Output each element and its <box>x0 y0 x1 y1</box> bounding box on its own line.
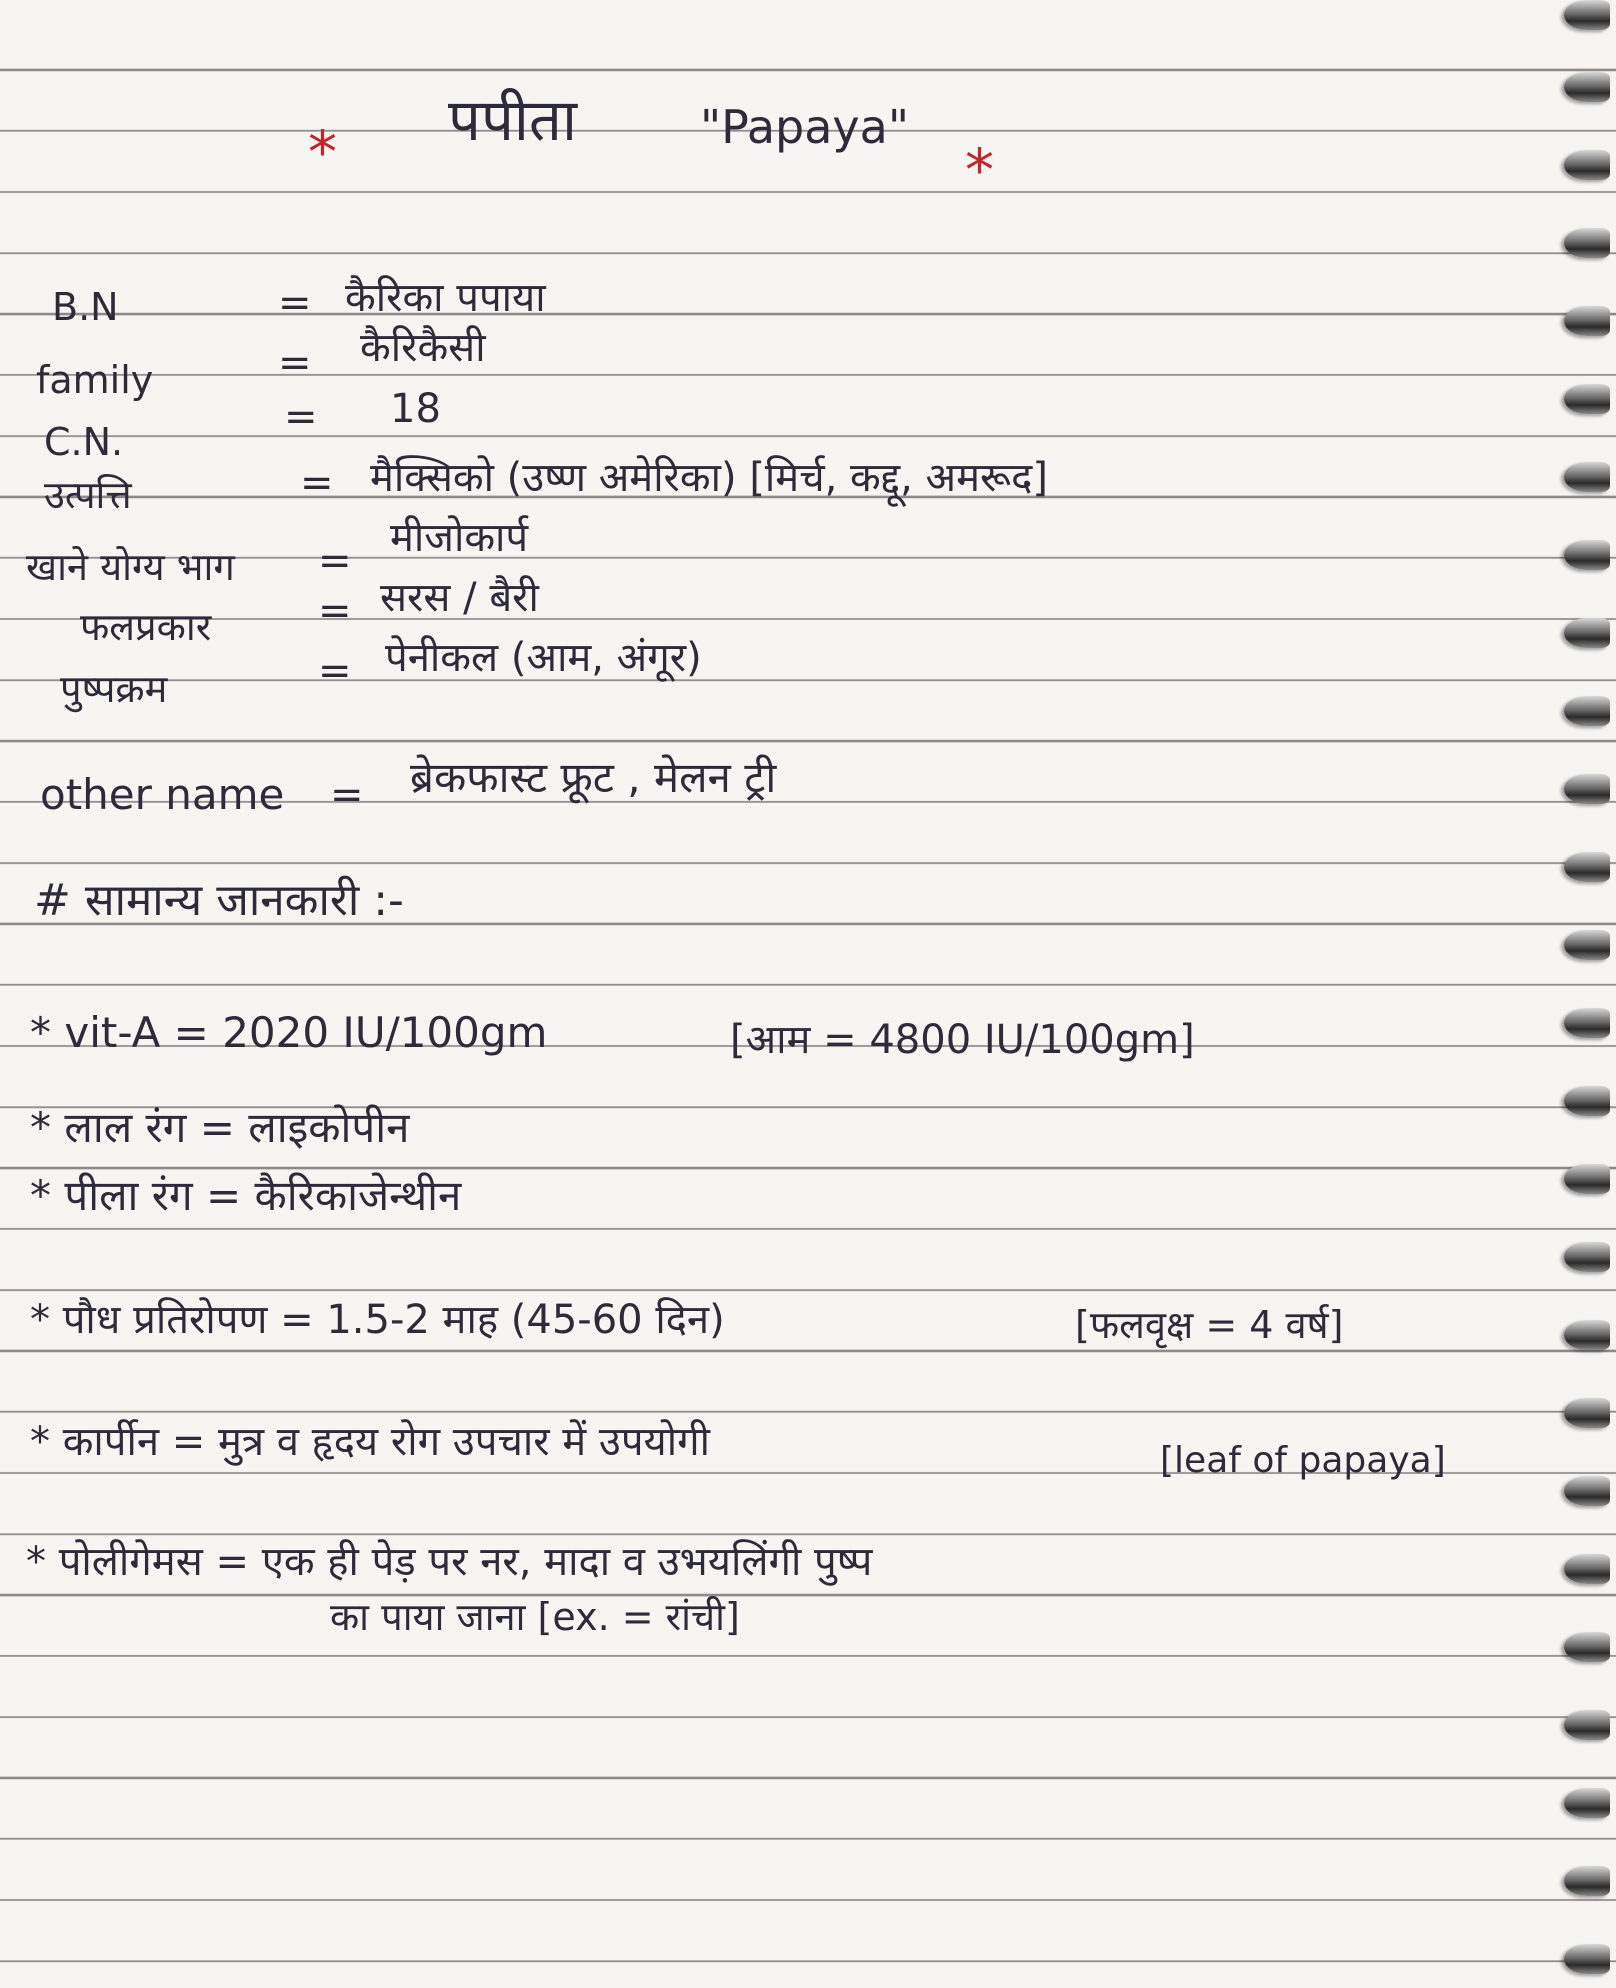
row-value-inflorescence: पेनीकल (आम, अंगूर) <box>385 635 702 681</box>
row-value-bn: कैरिका पपाया <box>345 275 546 321</box>
row-label-fruit-type: फलप्रकार <box>80 605 212 649</box>
note-carpaine-bracket: [leaf of papaya] <box>1160 1440 1446 1481</box>
note-red-colour: * लाल रंग = लाइकोपीन <box>30 1103 410 1152</box>
title-star-right: * <box>965 136 994 204</box>
row-label-origin: उत्पत्ति <box>44 473 132 517</box>
row-eq-fruit-type: = <box>318 588 352 634</box>
row-eq-family: = <box>278 340 312 386</box>
note-transplanting-bracket: [फलवृक्ष = 4 वर्ष] <box>1075 1303 1344 1347</box>
note-vit-a-bracket: [आम = 4800 IU/100gm] <box>730 1017 1195 1063</box>
row-eq-cn: = <box>284 394 318 440</box>
note-yellow-colour: * पीला रंग = कैरिकाजेन्थीन <box>30 1171 462 1220</box>
section-heading: # सामान्य जानकारी :- <box>34 875 404 926</box>
row-eq-origin: = <box>300 460 334 506</box>
row-eq-inflorescence: = <box>318 648 352 694</box>
row-value-fruit-type: सरस / बैरी <box>380 575 539 621</box>
other-name-eq: = <box>330 772 364 818</box>
row-value-cn: 18 <box>390 386 441 432</box>
title-star-left: * <box>308 118 337 186</box>
row-eq-edible-part: = <box>318 538 352 584</box>
row-label-cn: C.N. <box>44 420 124 464</box>
row-value-family: कैरिकैसी <box>360 325 486 371</box>
title-hindi: पपीता <box>448 86 577 154</box>
other-name-label: other name <box>40 770 285 819</box>
note-polygamous: * पोलीगेमस = एक ही पेड़ पर नर, मादा व उभयलिंगी पुष्प <box>26 1539 873 1585</box>
row-label-family: family <box>36 358 154 402</box>
row-label-edible-part: खाने योग्य भाग <box>26 545 235 589</box>
spiral-binding <box>1546 0 1616 1988</box>
row-eq-bn: = <box>278 280 312 326</box>
row-value-edible-part: मीजोकार्प <box>390 515 529 561</box>
row-label-inflorescence: पुष्पक्रम <box>60 667 168 711</box>
row-value-origin: मैक्सिको (उष्ण अमेरिका) [मिर्च, कद्दू, अमरूद] <box>370 455 1048 501</box>
note-transplanting: * पौध प्रतिरोपण = 1.5-2 माह (45-60 दिन) <box>30 1297 725 1343</box>
note-carpaine: * कार्पीन = मुत्र व हृदय रोग उपचार में उपयोगी <box>30 1419 710 1465</box>
other-name-value: ब्रेकफास्ट फ्रूट , मेलन ट्री <box>410 753 777 802</box>
row-label-bn: B.N <box>52 285 119 329</box>
note-vit-a: * vit-A = 2020 IU/100gm <box>30 1008 548 1057</box>
note-polygamous-continuation: का पाया जाना [ex. = रांची] <box>330 1595 740 1639</box>
title-english: "Papaya" <box>700 100 909 154</box>
